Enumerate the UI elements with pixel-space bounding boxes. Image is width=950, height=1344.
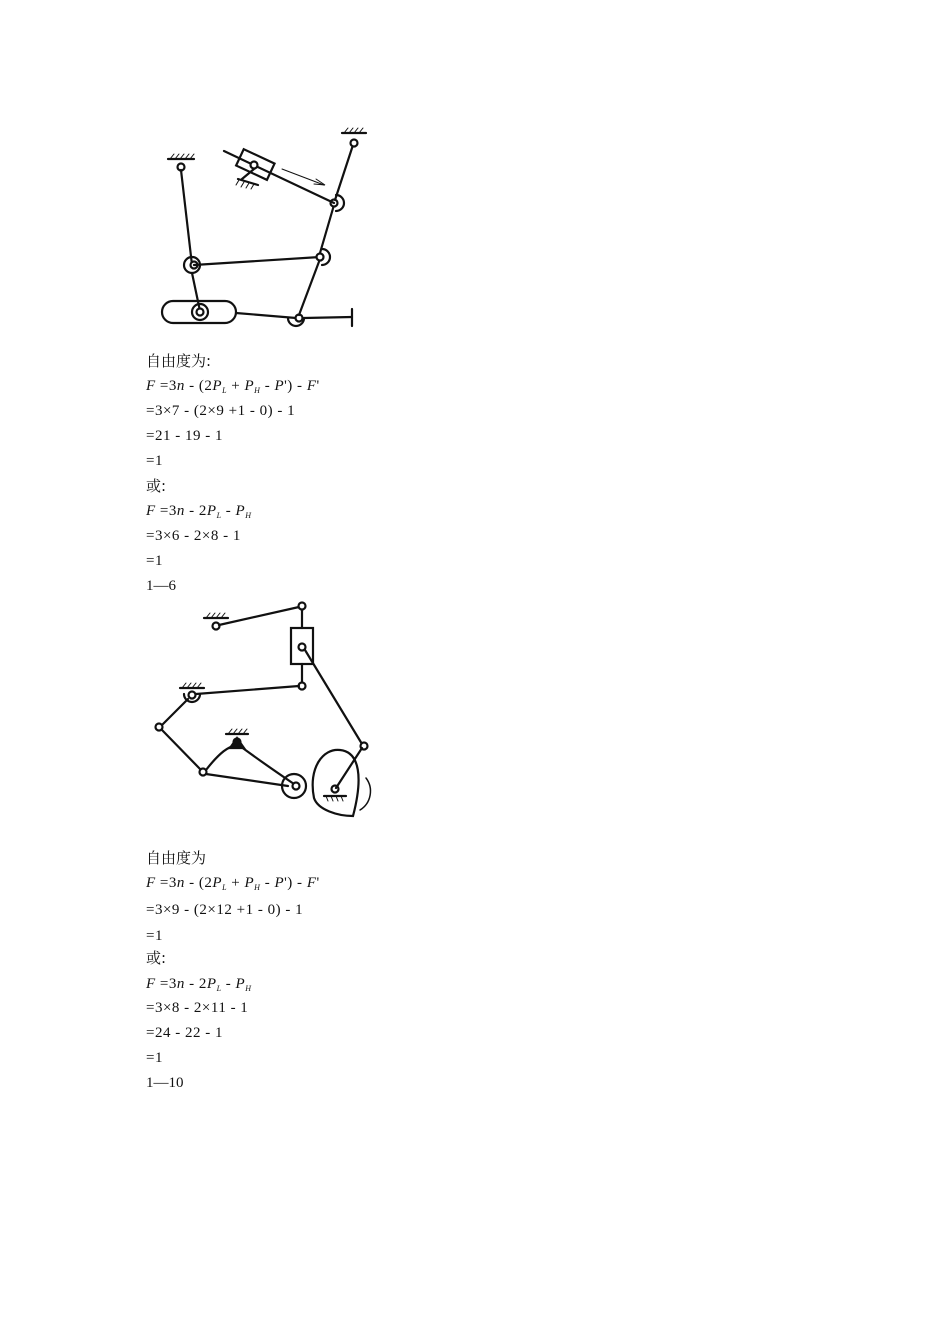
dof-result-2: =1	[146, 928, 163, 944]
problem-label-1-6: 1—6	[146, 578, 176, 594]
mechanism-diagram-2	[148, 598, 388, 823]
alt-result-1: =1	[146, 553, 163, 569]
alt-result-2: =1	[146, 1050, 163, 1066]
alt-heading-1: 或:	[146, 477, 167, 495]
dof-step-2a: =3×9 - (2×12 +1 - 0) - 1	[146, 902, 304, 918]
dof-step-1b: =21 - 19 - 1	[146, 428, 223, 444]
dof-heading-2: 自由度为	[146, 849, 207, 867]
alt-formula-2: $F =3n - 2P_L - P_H$	[146, 976, 252, 993]
alt-formula-1: $F =3n - 2P_L - P_H$	[146, 503, 252, 520]
problem-label-1-10: 1—10	[146, 1075, 184, 1091]
dof-formula-1: $F =3n - (2P_L + P_H - P') - F'$	[146, 378, 320, 395]
alt-step-2a: =3×8 - 2×11 - 1	[146, 1000, 249, 1016]
alt-step-1a: =3×6 - 2×8 - 1	[146, 528, 241, 544]
mechanism-figure-2	[148, 598, 388, 823]
dof-formula-2: $F =3n - (2P_L + P_H - P') - F'$	[146, 875, 320, 892]
mechanism-diagram-1	[150, 125, 370, 340]
dof-heading-1: 自由度为:	[146, 352, 212, 370]
dof-step-1a: =3×7 - (2×9 +1 - 0) - 1	[146, 403, 296, 419]
dof-result-1: =1	[146, 453, 163, 469]
mechanism-figure-1	[150, 125, 370, 340]
alt-heading-2: 或:	[146, 949, 167, 967]
alt-step-2b: =24 - 22 - 1	[146, 1025, 223, 1041]
